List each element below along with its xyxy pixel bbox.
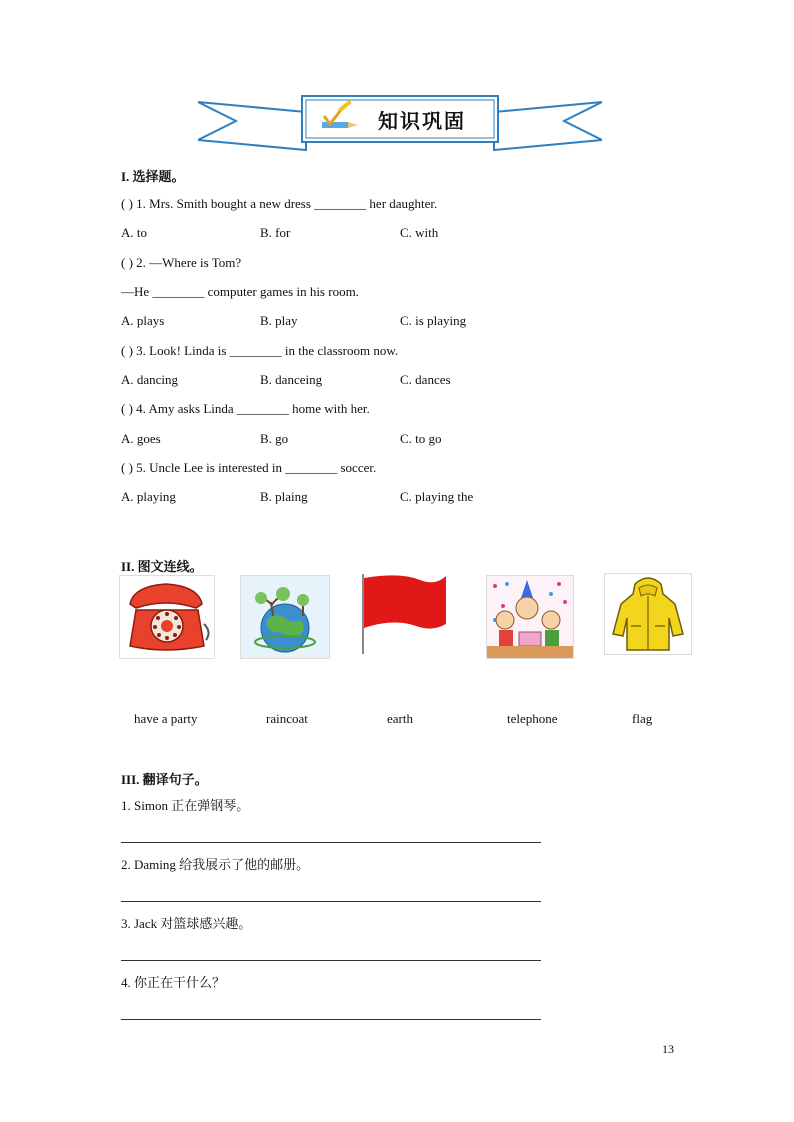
- question-4: ( ) 4. Amy asks Linda ________ home with her.: [121, 401, 370, 416]
- party-picture: [486, 575, 574, 659]
- word-have-a-party: have a party: [134, 711, 198, 726]
- answer-line-2[interactable]: [121, 901, 541, 902]
- telephone-picture: [119, 575, 215, 659]
- answer-line-3[interactable]: [121, 960, 541, 961]
- translate-sentence-1: 1. Simon 正在弹钢琴。: [121, 798, 250, 813]
- q1-option-a: A. to: [121, 225, 147, 240]
- translate-sentence-2: 2. Daming 给我展示了他的邮册。: [121, 857, 310, 872]
- q5-option-a: A. playing: [121, 489, 176, 504]
- translate-sentence-4: 4. 你正在干什么？: [121, 975, 226, 990]
- q4-option-b: B. go: [260, 431, 289, 446]
- title-banner: [198, 92, 602, 156]
- q1-option-b: B. for: [260, 225, 291, 240]
- translate-sentence-3: 3. Jack 对篮球感兴趣。: [121, 916, 252, 931]
- q2-option-c: C. is playing: [400, 313, 467, 328]
- section-2-heading: II. 图文连线。: [121, 559, 203, 574]
- party-icon: [487, 576, 573, 658]
- raincoat-icon: [605, 574, 691, 654]
- q1-option-c: C. with: [400, 225, 439, 240]
- question-3: ( ) 3. Look! Linda is ________ in the classroom now.: [121, 343, 399, 358]
- page-number: 13: [662, 1042, 674, 1056]
- q5-option-b: B. plaing: [260, 489, 308, 504]
- section-1-heading: I. 选择题。: [121, 169, 185, 184]
- question-5: ( ) 5. Uncle Lee is interested in ________ soccer.: [121, 460, 377, 475]
- q4-option-a: A. goes: [121, 431, 161, 446]
- q5-option-c: C. playing the: [400, 489, 474, 504]
- word-flag: flag: [632, 711, 653, 726]
- telephone-icon: [120, 576, 214, 658]
- answer-line-1[interactable]: [121, 842, 541, 843]
- answer-line-4[interactable]: [121, 1019, 541, 1020]
- word-raincoat: raincoat: [266, 711, 308, 726]
- word-telephone: telephone: [507, 711, 558, 726]
- earth-icon: [241, 576, 329, 658]
- q4-option-c: C. to go: [400, 431, 442, 446]
- raincoat-picture: [604, 573, 692, 655]
- q2-option-a: A. plays: [121, 313, 165, 328]
- flag-picture: [360, 572, 450, 656]
- q3-option-a: A. dancing: [121, 372, 179, 387]
- q3-option-b: B. danceing: [260, 372, 323, 387]
- word-earth: earth: [387, 711, 413, 726]
- flag-icon: [360, 572, 450, 656]
- q3-option-c: C. dances: [400, 372, 451, 387]
- question-2-line-2: —He ________ computer games in his room.: [121, 284, 359, 299]
- section-3-heading: III. 翻译句子。: [121, 772, 208, 787]
- banner-title: 知识巩固: [378, 109, 466, 133]
- question-1: ( ) 1. Mrs. Smith bought a new dress ________ her daughter.: [121, 196, 438, 211]
- q2-option-b: B. play: [260, 313, 298, 328]
- earth-picture: [240, 575, 330, 659]
- question-2: ( ) 2. —Where is Tom?: [121, 255, 242, 270]
